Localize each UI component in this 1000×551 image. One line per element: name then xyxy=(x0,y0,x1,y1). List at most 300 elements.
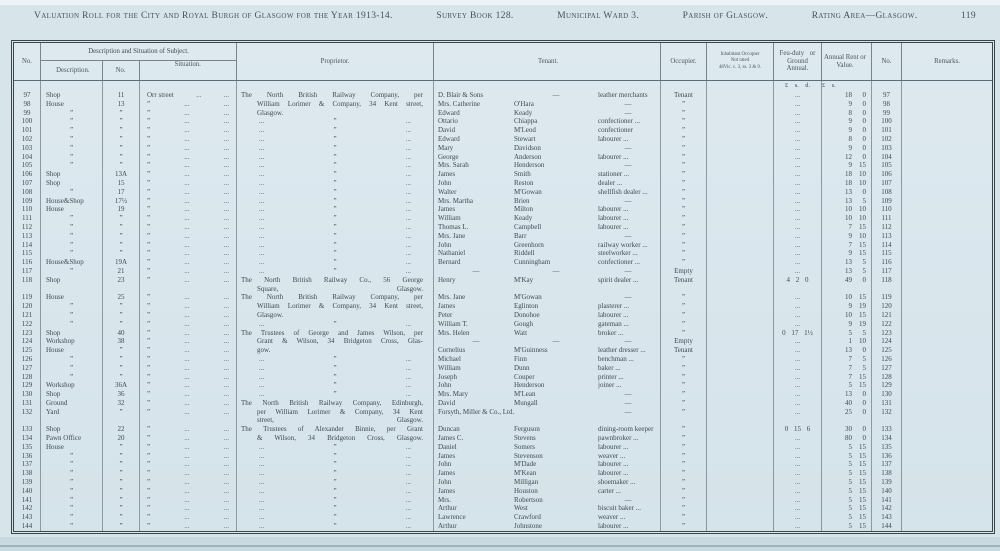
leader-dots: ... xyxy=(259,266,265,275)
col-header-description-situation: Description and Situation of Subject. xyxy=(41,43,236,61)
cell-entry-no-right: 117 xyxy=(872,267,902,276)
cell-proprietor xyxy=(237,381,434,390)
table-row xyxy=(14,478,992,487)
tenant-forename: Michael xyxy=(438,354,461,363)
rent-shillings: 15 xyxy=(859,522,866,531)
leader-dots: ... xyxy=(223,161,229,170)
ditto-mark: ” xyxy=(333,478,337,487)
cell-proprietor xyxy=(237,329,434,338)
cell-occupier: ” xyxy=(661,443,707,452)
cell-tenant xyxy=(434,452,661,461)
cell-description: House xyxy=(41,346,103,355)
cell-feu-duty: ... xyxy=(774,205,822,214)
cell-situation xyxy=(140,241,237,250)
cell-inhabitant-occupier xyxy=(707,320,774,329)
tenant-forename: John xyxy=(438,478,452,487)
tenant-surname: Keady xyxy=(514,108,533,117)
cell-remarks xyxy=(902,390,992,399)
leader-dots: ... xyxy=(223,434,229,443)
cell-occupier: ” xyxy=(661,373,707,382)
cell-street-no: ” xyxy=(103,214,140,223)
cell-occupier: ” xyxy=(661,197,707,206)
leader-dots: ... xyxy=(184,407,190,416)
cell-annual-rent xyxy=(822,408,872,417)
cell-situation xyxy=(140,408,237,417)
cell-description: Shop xyxy=(41,179,103,188)
cell-proprietor xyxy=(237,179,434,188)
situation-text: ” xyxy=(147,354,151,363)
cell-situation xyxy=(140,109,237,118)
cell-street-no: ” xyxy=(103,249,140,258)
cell-annual-rent xyxy=(822,513,872,522)
rent-pounds: 5 xyxy=(848,513,852,522)
cell-annual-rent xyxy=(822,381,872,390)
leader-dots: ... xyxy=(405,319,411,328)
cell-situation xyxy=(140,320,237,329)
tenant-occupation: — xyxy=(624,266,632,275)
leader-dots: ... xyxy=(259,442,265,451)
cell-annual-rent xyxy=(822,311,872,320)
leader-dots: ... xyxy=(405,363,411,372)
proprietor-line: Square, Glasgow. xyxy=(257,284,423,293)
tenant-forename: Mrs. Mary xyxy=(438,390,468,399)
cell-situation xyxy=(140,513,237,522)
cell-feu-duty: ... xyxy=(774,153,822,162)
cell-entry-no-right: 139 xyxy=(872,478,902,487)
valuation-table xyxy=(11,40,995,534)
leader-dots: ... xyxy=(405,161,411,170)
rent-pounds: 9 xyxy=(848,161,852,170)
cell-occupier: Empty xyxy=(661,337,707,346)
cell-description: Shop xyxy=(41,276,103,285)
cell-entry-no: 105 xyxy=(14,161,41,170)
cell-inhabitant-occupier xyxy=(707,258,774,267)
cell-entry-no-right: 135 xyxy=(872,443,902,452)
leader-dots: ... xyxy=(184,513,190,522)
cell-street-no: ” xyxy=(103,135,140,144)
cell-entry-no: 111 xyxy=(14,214,41,223)
leader-dots: ... xyxy=(259,451,265,460)
table-row xyxy=(14,381,992,390)
cell-entry-no-right: 109 xyxy=(872,197,902,206)
tenant-surname: M'Lean xyxy=(514,390,536,399)
situation-text: ” xyxy=(147,469,151,478)
leader-dots: ... xyxy=(184,522,190,531)
cell-proprietor xyxy=(237,293,434,302)
cell-street-no: ” xyxy=(103,109,140,118)
cell-street-no: ” xyxy=(103,478,140,487)
cell-proprietor xyxy=(237,258,434,267)
cell-proprietor xyxy=(237,487,434,496)
proprietor-line: William Lorimer & Company, 34 Kent street, xyxy=(257,302,423,311)
cell-entry-no-right: 100 xyxy=(872,117,902,126)
cell-street-no: ” xyxy=(103,223,140,232)
cell-inhabitant-occupier xyxy=(707,504,774,513)
leader-dots: ... xyxy=(259,478,265,487)
leader-dots: ... xyxy=(405,231,411,240)
rent-shillings: 0 xyxy=(862,126,866,135)
ditto-mark: ” xyxy=(333,319,337,328)
rent-shillings: 15 xyxy=(859,161,866,170)
tenant-occupation: railway worker ... xyxy=(598,240,648,249)
cell-occupier: ” xyxy=(661,249,707,258)
cell-situation xyxy=(140,179,237,188)
cell-feu-duty: ... xyxy=(774,258,822,267)
cell-street-no: ” xyxy=(103,126,140,135)
tenant-occupation: stationer ... xyxy=(598,170,630,179)
cell-feu-duty: ... xyxy=(774,443,822,452)
cell-annual-rent xyxy=(822,153,872,162)
situation-text: ” xyxy=(147,363,151,372)
situation-text: ” xyxy=(147,143,151,152)
cell-feu-duty: ... xyxy=(774,513,822,522)
cell-proprietor xyxy=(237,416,434,425)
cell-entry-no-right: 120 xyxy=(872,302,902,311)
cell-tenant xyxy=(434,434,661,443)
cell-entry-no-right: 142 xyxy=(872,504,902,513)
col-header-annual-rent: Annual Rent or Value. xyxy=(822,43,872,80)
cell-annual-rent xyxy=(822,161,872,170)
cell-annual-rent xyxy=(822,460,872,469)
tenant-forename: Henry xyxy=(438,275,456,284)
cell-occupier: Tenant xyxy=(661,346,707,355)
cell-situation xyxy=(140,443,237,452)
tenant-forename: John xyxy=(438,381,452,390)
leader-dots: ... xyxy=(184,495,190,504)
situation-text: ” xyxy=(147,161,151,170)
cell-remarks xyxy=(902,337,992,346)
parish-label: Parish of Glasgow. xyxy=(682,11,769,21)
tenant-forename: Duncan xyxy=(438,425,460,434)
cell-inhabitant-occupier xyxy=(707,390,774,399)
tenant-forename: John xyxy=(438,460,452,469)
leader-dots: ... xyxy=(259,126,265,135)
situation-text: ” xyxy=(147,258,151,267)
cell-occupier: ” xyxy=(661,188,707,197)
cell-remarks xyxy=(902,487,992,496)
cell-situation xyxy=(140,170,237,179)
tenant-surname: Johnstone xyxy=(514,522,542,531)
cell-remarks xyxy=(902,346,992,355)
cell-description: ” xyxy=(41,135,103,144)
cell-situation xyxy=(140,416,237,425)
leader-dots: ... xyxy=(405,170,411,179)
cell-street-no: ” xyxy=(103,504,140,513)
cell-street-no: ” xyxy=(103,487,140,496)
cell-entry-no-right: 115 xyxy=(872,249,902,258)
cell-inhabitant-occupier xyxy=(707,311,774,320)
leader-dots: ... xyxy=(184,460,190,469)
table-header xyxy=(14,43,992,81)
situation-text: ” xyxy=(147,152,151,161)
rent-pounds: 12 xyxy=(845,152,852,161)
leader-dots: ... xyxy=(405,442,411,451)
leader-dots: ... xyxy=(223,126,229,135)
cell-tenant xyxy=(434,285,661,294)
page-header xyxy=(34,11,976,21)
table-row xyxy=(14,91,992,100)
cell-street-no: ” xyxy=(103,522,140,531)
leader-dots: ... xyxy=(223,240,229,249)
cell-tenant xyxy=(434,223,661,232)
cell-proprietor xyxy=(237,311,434,320)
situation-text: ” xyxy=(147,337,151,346)
cell-situation xyxy=(140,205,237,214)
situation-text: ” xyxy=(147,319,151,328)
situation-text: ” xyxy=(147,178,151,187)
rent-shillings: 15 xyxy=(859,240,866,249)
cell-inhabitant-occupier xyxy=(707,241,774,250)
tenant-occupation: weaver ... xyxy=(598,513,626,522)
table-row xyxy=(14,179,992,188)
cell-entry-no: 137 xyxy=(14,460,41,469)
situation-text: ” xyxy=(147,231,151,240)
cell-entry-no: 144 xyxy=(14,522,41,531)
cell-entry-no-right: 104 xyxy=(872,153,902,162)
table-row xyxy=(14,425,992,434)
tenant-forename: — xyxy=(472,266,480,275)
cell-feu-duty: ... xyxy=(774,170,822,179)
cell-situation xyxy=(140,496,237,505)
leader-dots: ... xyxy=(259,196,265,205)
cell-street-no: 22 xyxy=(103,425,140,434)
leader-dots: ... xyxy=(259,143,265,152)
cell-proprietor xyxy=(237,346,434,355)
leader-dots: ... xyxy=(223,249,229,258)
cell-situation xyxy=(140,276,237,285)
cell-situation xyxy=(140,126,237,135)
cell-entry-no: 113 xyxy=(14,232,41,241)
cell-annual-rent xyxy=(822,126,872,135)
rent-shillings: 0 xyxy=(862,91,866,99)
rent-pounds: 13 xyxy=(845,266,852,275)
cell-inhabitant-occupier xyxy=(707,179,774,188)
leader-dots: ... xyxy=(223,108,229,117)
cell-inhabitant-occupier xyxy=(707,487,774,496)
cell-entry-no-right: 122 xyxy=(872,320,902,329)
cell-remarks xyxy=(902,197,992,206)
cell-entry-no-right: 132 xyxy=(872,408,902,417)
cell-annual-rent xyxy=(822,258,872,267)
leader-dots: ... xyxy=(184,302,190,311)
leader-dots: ... xyxy=(223,346,229,355)
cell-situation xyxy=(140,425,237,434)
cell-proprietor xyxy=(237,188,434,197)
situation-text: ” xyxy=(147,425,151,434)
leader-dots: ... xyxy=(405,178,411,187)
tenant-occupation: — xyxy=(624,495,632,504)
table-row xyxy=(14,487,992,496)
cell-proprietor xyxy=(237,161,434,170)
cell-tenant xyxy=(434,381,661,390)
leader-dots: ... xyxy=(184,469,190,478)
cell-entry-no-right: 110 xyxy=(872,205,902,214)
rent-shillings: 0 xyxy=(862,187,866,196)
cell-description: ” xyxy=(41,232,103,241)
leader-dots: ... xyxy=(223,495,229,504)
cell-entry-no: 136 xyxy=(14,452,41,461)
leader-dots: ... xyxy=(184,249,190,258)
cell-description: Shop xyxy=(41,329,103,338)
cell-description: Shop xyxy=(41,170,103,179)
cell-tenant xyxy=(434,337,661,346)
leader-dots: ... xyxy=(223,372,229,381)
leader-dots: ... xyxy=(223,275,229,284)
cell-annual-rent xyxy=(822,188,872,197)
col-header-occupier: Occupier. xyxy=(661,43,707,80)
tenant-surname: Smith xyxy=(514,170,531,179)
ditto-mark: ” xyxy=(333,486,337,495)
situation-text: ” xyxy=(147,170,151,179)
cell-entry-no-right: 129 xyxy=(872,381,902,390)
proprietor-line: The North British Railway Co., 56 George xyxy=(241,275,423,284)
leader-dots: ... xyxy=(184,152,190,161)
leader-dots: ... xyxy=(184,293,190,302)
leader-dots: ... xyxy=(223,504,229,513)
cell-proprietor xyxy=(237,469,434,478)
inhabitant-line-3: 48Vic. c. 3, ss. 3 & 9. xyxy=(718,64,762,70)
rent-pounds: 25 xyxy=(845,407,852,416)
tenant-surname: Watt xyxy=(514,328,528,337)
cell-inhabitant-occupier xyxy=(707,337,774,346)
leader-dots: ... xyxy=(184,354,190,363)
leader-dots: ... xyxy=(259,319,265,328)
cell-inhabitant-occupier xyxy=(707,100,774,109)
cell-inhabitant-occupier xyxy=(707,170,774,179)
tenant-surname: Mungall xyxy=(514,398,538,407)
tenant-surname: — xyxy=(552,337,560,346)
cell-annual-rent xyxy=(822,197,872,206)
ditto-mark: ” xyxy=(333,126,337,135)
cell-situation xyxy=(140,232,237,241)
leader-dots: ... xyxy=(184,275,190,284)
cell-street-no: ” xyxy=(103,144,140,153)
cell-feu-duty: ... xyxy=(774,100,822,109)
table-row xyxy=(14,504,992,513)
tenant-surname: Henderson xyxy=(514,161,545,170)
cell-occupier: ” xyxy=(661,329,707,338)
cell-situation xyxy=(140,117,237,126)
cell-situation xyxy=(140,223,237,232)
rent-shillings: 10 xyxy=(859,170,866,179)
leader-dots: ... xyxy=(223,337,229,346)
cell-occupier: ” xyxy=(661,153,707,162)
table-row xyxy=(14,241,992,250)
tenant-occupation: labourer ... xyxy=(598,310,629,319)
cell-proprietor xyxy=(237,276,434,285)
tenant-occupation: — xyxy=(624,161,632,170)
cell-description: ” xyxy=(41,161,103,170)
leader-dots: ... xyxy=(184,240,190,249)
cell-description: Shop xyxy=(41,425,103,434)
tenant-forename: George xyxy=(438,152,459,161)
proprietor-line: The Trustees of George and James Wilson, per xyxy=(241,328,423,337)
col-group-description-situation xyxy=(41,43,237,80)
ditto-mark: ” xyxy=(333,258,337,267)
table-row xyxy=(14,276,992,285)
cell-proprietor xyxy=(237,285,434,294)
cell-tenant xyxy=(434,117,661,126)
cell-remarks xyxy=(902,188,992,197)
cell-entry-no: 112 xyxy=(14,223,41,232)
proprietor-line: gow. xyxy=(257,346,271,355)
tenant-occupation: shoemaker ... xyxy=(598,478,636,487)
leader-dots: ... xyxy=(184,372,190,381)
cell-annual-rent xyxy=(822,337,872,346)
leader-dots: ... xyxy=(405,460,411,469)
tenant-surname: Finn xyxy=(514,354,527,363)
tenant-surname: Barr xyxy=(514,231,527,240)
tenant-surname: West xyxy=(514,504,528,513)
ditto-mark: ” xyxy=(333,390,337,399)
col-header-inhabitant-occupier xyxy=(707,43,774,80)
cell-annual-rent xyxy=(822,390,872,399)
cell-street-no xyxy=(103,285,140,294)
cell-entry-no: 118 xyxy=(14,276,41,285)
tenant-forename: Arthur xyxy=(438,504,457,513)
leader-dots: ... xyxy=(184,434,190,443)
situation-text: ” xyxy=(147,486,151,495)
tenant-occupation: spirit dealer ... xyxy=(598,275,639,284)
cell-feu-duty: ... xyxy=(774,311,822,320)
cell-description: ” xyxy=(41,311,103,320)
cell-inhabitant-occupier xyxy=(707,478,774,487)
leader-dots: ... xyxy=(259,205,265,214)
tenant-forename: D. Blair & Sons xyxy=(438,91,484,99)
cell-description: ” xyxy=(41,320,103,329)
rent-pounds: 9 xyxy=(848,143,852,152)
tenant-forename: Mrs. Jane xyxy=(438,293,466,302)
cell-inhabitant-occupier xyxy=(707,161,774,170)
cell-remarks xyxy=(902,205,992,214)
cell-proprietor xyxy=(237,320,434,329)
tenant-surname: Ferguson xyxy=(514,425,540,434)
cell-description: Workshop xyxy=(41,381,103,390)
cell-inhabitant-occupier xyxy=(707,469,774,478)
tenant-occupation: steelworker ... xyxy=(598,249,638,258)
tenant-forename: Peter xyxy=(438,310,453,319)
cell-annual-rent xyxy=(822,241,872,250)
situation-text: ” xyxy=(147,522,151,531)
cell-entry-no-right: 138 xyxy=(872,469,902,478)
cell-situation xyxy=(140,329,237,338)
rent-shillings: 10 xyxy=(859,337,866,346)
cell-entry-no-right: 99 xyxy=(872,109,902,118)
proprietor-line: Grant & Wilson, 34 Bridgeton Cross, Glas- xyxy=(257,337,423,346)
cell-remarks xyxy=(902,109,992,118)
cell-occupier: ” xyxy=(661,161,707,170)
cell-street-no: 19 xyxy=(103,205,140,214)
tenant-forename: Edward xyxy=(438,134,460,143)
leader-dots: ... xyxy=(405,187,411,196)
cell-feu-duty: ... xyxy=(774,144,822,153)
cell-entry-no-right: 111 xyxy=(872,214,902,223)
cell-entry-no-right: 143 xyxy=(872,513,902,522)
tenant-occupation: labourer ... xyxy=(598,222,629,231)
cell-entry-no: 120 xyxy=(14,302,41,311)
cell-annual-rent xyxy=(822,355,872,364)
cell-description xyxy=(41,416,103,425)
cell-description: Shop xyxy=(41,91,103,100)
cell-occupier: ” xyxy=(661,381,707,390)
tenant-forename: Edward xyxy=(438,108,460,117)
cell-entry-no-right: 140 xyxy=(872,487,902,496)
rent-pounds: 5 xyxy=(848,522,852,531)
cell-tenant xyxy=(434,267,661,276)
leader-dots: ... xyxy=(223,363,229,372)
cell-entry-no: 132 xyxy=(14,408,41,417)
rent-shillings: 15 xyxy=(859,469,866,478)
